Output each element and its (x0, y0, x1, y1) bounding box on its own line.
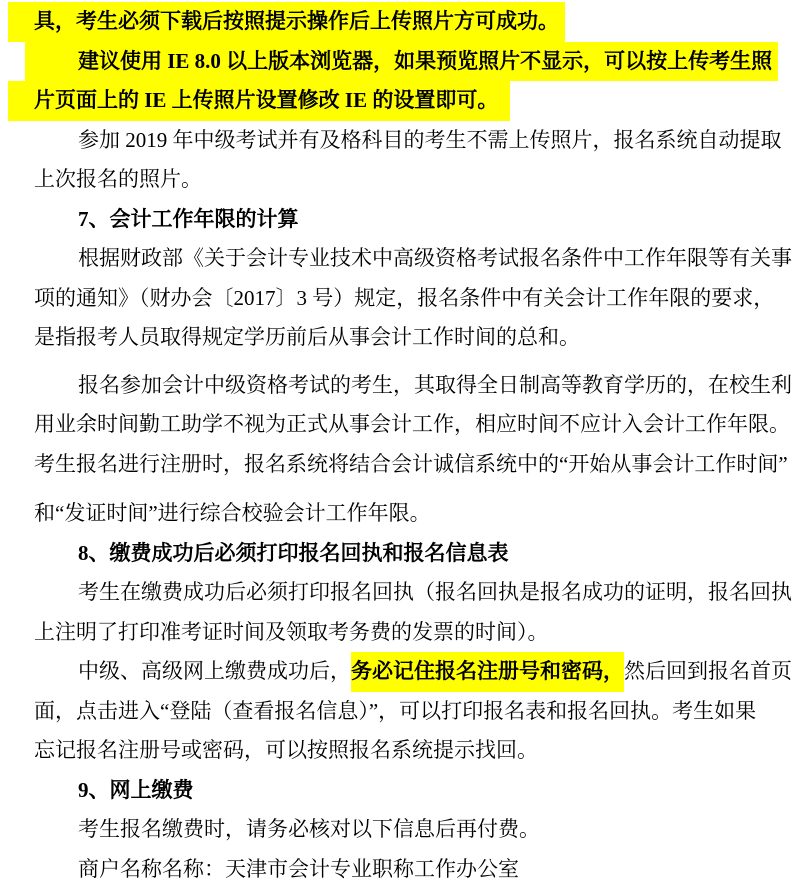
text-segment: 根据财政部《关于会计专业技术中高级资格考试报名条件中工作年限等有关事 (78, 246, 792, 270)
text-segment: 上次报名的照片。 (34, 167, 202, 191)
text-line (34, 771, 792, 811)
text-segment: 是指报考人员取得规定学历前后从事会计工作时间的总和。 (34, 325, 580, 349)
text-segment: 报名参加会计中级资格考试的考生，其取得全日制高等教育学历的，在校生利 (78, 372, 792, 397)
text-segment: 考生报名进行注册时，报名系统将结合会计诚信系统中的“开始从事会计工作时间” (34, 451, 788, 476)
text-line (34, 121, 792, 161)
text-line (8, 81, 792, 121)
text-segment: 然后回到报名首页 (624, 659, 792, 683)
text-line (34, 405, 792, 445)
highlighted-text: 建议使用 IE 8.0 以上版本浏览器，如果预览照片不显示，可以按上传考生照 (25, 42, 778, 82)
text-segment: 考生在缴费成功后必须打印报名回执（报名回执是报名成功的证明，报名回执 (78, 580, 792, 604)
text-line (34, 534, 792, 574)
text-segment: 忘记报名注册号或密码，可以按照报名系统提示找回。 (34, 738, 538, 762)
text-segment: 8、缴费成功后必须打印报名回执和报名信息表 (78, 540, 509, 565)
text-segment: 中级、高级网上缴费成功后， (78, 659, 351, 683)
text-line (34, 810, 792, 850)
highlighted-text: 片页面上的 IE 上传照片设置修改 IE 的设置即可。 (8, 81, 510, 121)
text-segment: 考生报名缴费时，请务必核对以下信息后再付费。 (78, 817, 540, 841)
text-line (34, 200, 792, 240)
highlighted-text: 具，考生必须下载后按照提示操作后上传照片方可成功。 (8, 2, 565, 42)
text-line (34, 613, 792, 653)
text-line (34, 318, 792, 358)
text-line (25, 42, 792, 82)
text-line (34, 731, 792, 771)
text-segment: 用业余时间勤工助学不视为正式从事会计工作，相应时间不应计入会计工作年限。 (34, 412, 790, 436)
text-segment: 项的通知》（财办会〔2017〕3 号）规定，报名条件中有关会计工作年限的要求， (34, 285, 775, 310)
highlighted-text: 务必记住报名注册号和密码， (351, 652, 624, 692)
text-segment: 面，点击进入“登陆（查看报名信息）”，可以打印报名表和报名回执。考生如果 (34, 698, 757, 723)
text-line (34, 494, 792, 534)
text-line (8, 2, 792, 42)
text-segment: 9、网上缴费 (78, 777, 194, 802)
text-segment: 参加 2019 年中级考试并有及格科目的考生不需上传照片，报名系统自动提取 (78, 127, 782, 152)
text-line (34, 850, 792, 889)
text-line (34, 160, 792, 200)
text-line (34, 279, 792, 319)
text-line (34, 652, 792, 692)
text-line (34, 366, 792, 406)
text-segment: 上注明了打印准考证时间及领取考务费的发票的时间）。 (34, 619, 549, 644)
text-line (34, 692, 792, 732)
text-line (34, 239, 792, 279)
text-line (34, 573, 792, 613)
text-segment: 和“发证时间”进行综合校验会计工作年限。 (34, 501, 431, 525)
text-segment: 商户名称名称：天津市会计专业职称工作办公室 (78, 856, 519, 881)
text-segment: 7、会计工作年限的计算 (78, 206, 299, 231)
text-line (34, 445, 792, 485)
